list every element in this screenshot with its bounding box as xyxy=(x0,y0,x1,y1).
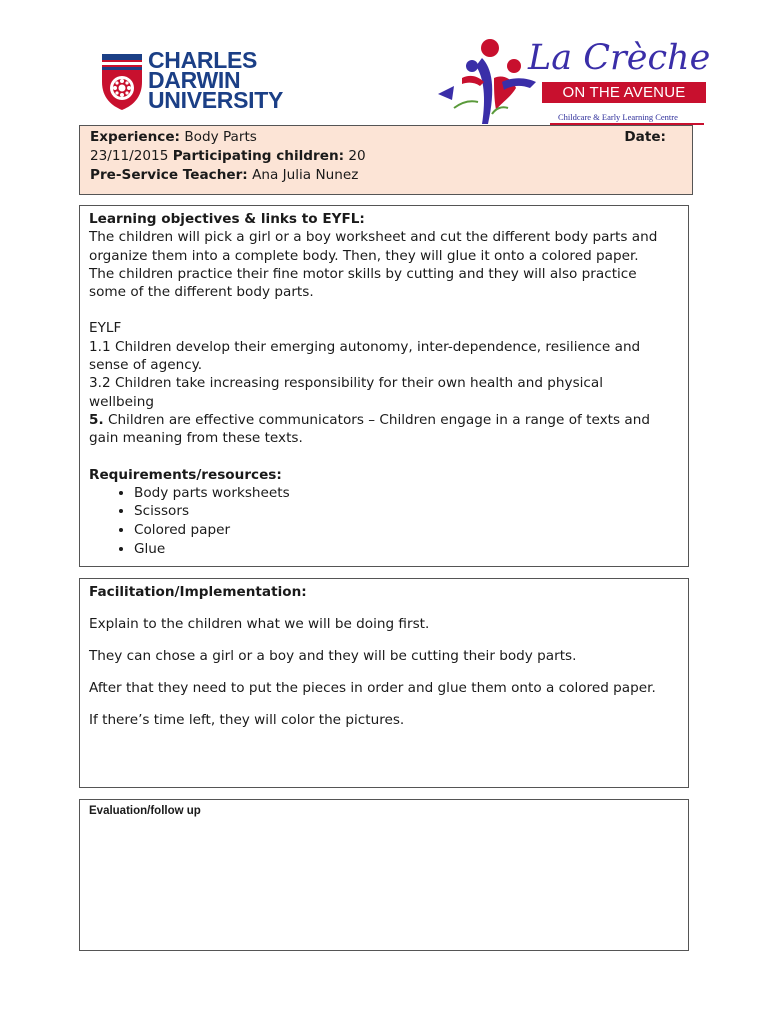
creche-subtitle: ON THE AVENUE xyxy=(542,82,706,103)
experience-header-box xyxy=(79,125,693,195)
objectives-heading: Learning objectives & links to EYFL: xyxy=(89,211,365,227)
teacher-label: Pre-Service Teacher: xyxy=(90,167,248,183)
eylf-item-number: 5. xyxy=(89,411,104,428)
date-label: Date: xyxy=(624,129,666,145)
eylf-item-number: 1.1 xyxy=(89,338,111,355)
eylf-item-continuation: sense of agency. xyxy=(89,357,203,374)
facilitation-paragraph: After that they need to put the pieces in order and glue them onto a colored paper. xyxy=(89,680,656,696)
requirement-item: • Scissors xyxy=(134,502,679,521)
learning-objectives-box xyxy=(79,205,689,567)
objectives-line: The children practice their fine motor skills by cutting and they will also practice xyxy=(89,265,637,282)
cdu-line-3: UNIVERSITY xyxy=(148,87,284,113)
requirement-item: • Body parts worksheets xyxy=(134,484,679,503)
facilitation-paragraph: They can chose a girl or a boy and they will be cutting their body parts. xyxy=(89,648,577,664)
objectives-line: The children will pick a girl or a boy worksheet and cut the different body parts and xyxy=(89,229,658,246)
eylf-item-number: 3.2 xyxy=(89,375,111,392)
evaluation-box xyxy=(79,799,689,951)
requirement-item: • Glue xyxy=(134,540,679,559)
experience-value: Body Parts xyxy=(184,129,257,145)
requirement-item: • Colored paper xyxy=(134,521,679,540)
teacher-row xyxy=(90,166,682,185)
facilitation-paragraph: Explain to the children what we will be doing first. xyxy=(89,616,430,632)
cdu-shield-icon xyxy=(100,52,144,112)
cdu-line-2: DARWIN xyxy=(148,67,241,93)
facilitation-box xyxy=(79,578,689,788)
la-creche-logo xyxy=(432,38,711,126)
eylf-item-text: Children are effective communicators – Children engage in a range of texts and xyxy=(107,411,650,428)
teacher-value: Ana Julia Nunez xyxy=(252,167,359,183)
charles-darwin-university-logo xyxy=(100,47,315,116)
cdu-line-1: CHARLES xyxy=(148,47,258,73)
eylf-item-continuation: gain meaning from these texts. xyxy=(89,430,303,447)
eylf-item-continuation: wellbeing xyxy=(89,393,155,410)
cdu-wordmark xyxy=(148,47,284,113)
evaluation-heading: Evaluation/follow up xyxy=(89,805,201,817)
eylf-item xyxy=(89,411,679,429)
experience-row xyxy=(90,128,682,147)
children-figures-icon xyxy=(432,38,542,126)
experience-label: Experience: xyxy=(90,129,180,145)
eylf-item-text: Children develop their emerging autonomy, inter-dependence, resilience and xyxy=(114,338,641,355)
facilitation-paragraph: If there’s time left, they will color the pictures. xyxy=(89,712,405,728)
objectives-line: organize them into a complete body. Then, they will glue it onto a colored paper. xyxy=(89,247,639,264)
facilitation-heading: Facilitation/Implementation: xyxy=(89,584,307,600)
eylf-heading: EYLF xyxy=(89,320,122,337)
creche-title: La Crèche xyxy=(528,38,711,78)
eylf-item-text: Children take increasing responsibility for their own health and physical xyxy=(114,375,604,392)
creche-tagline: Childcare & Early Learning Centre xyxy=(558,112,678,122)
date-value: 23/11/2015 xyxy=(90,148,169,164)
date-children-row xyxy=(90,147,682,166)
eylf-item xyxy=(89,374,679,392)
participating-children-value: 20 xyxy=(348,148,366,164)
requirements-heading: Requirements/resources: xyxy=(89,466,282,483)
participating-children-label: Participating children: xyxy=(172,148,345,164)
eylf-item xyxy=(89,338,679,356)
requirements-list xyxy=(89,484,679,558)
objectives-line: some of the different body parts. xyxy=(89,284,314,301)
